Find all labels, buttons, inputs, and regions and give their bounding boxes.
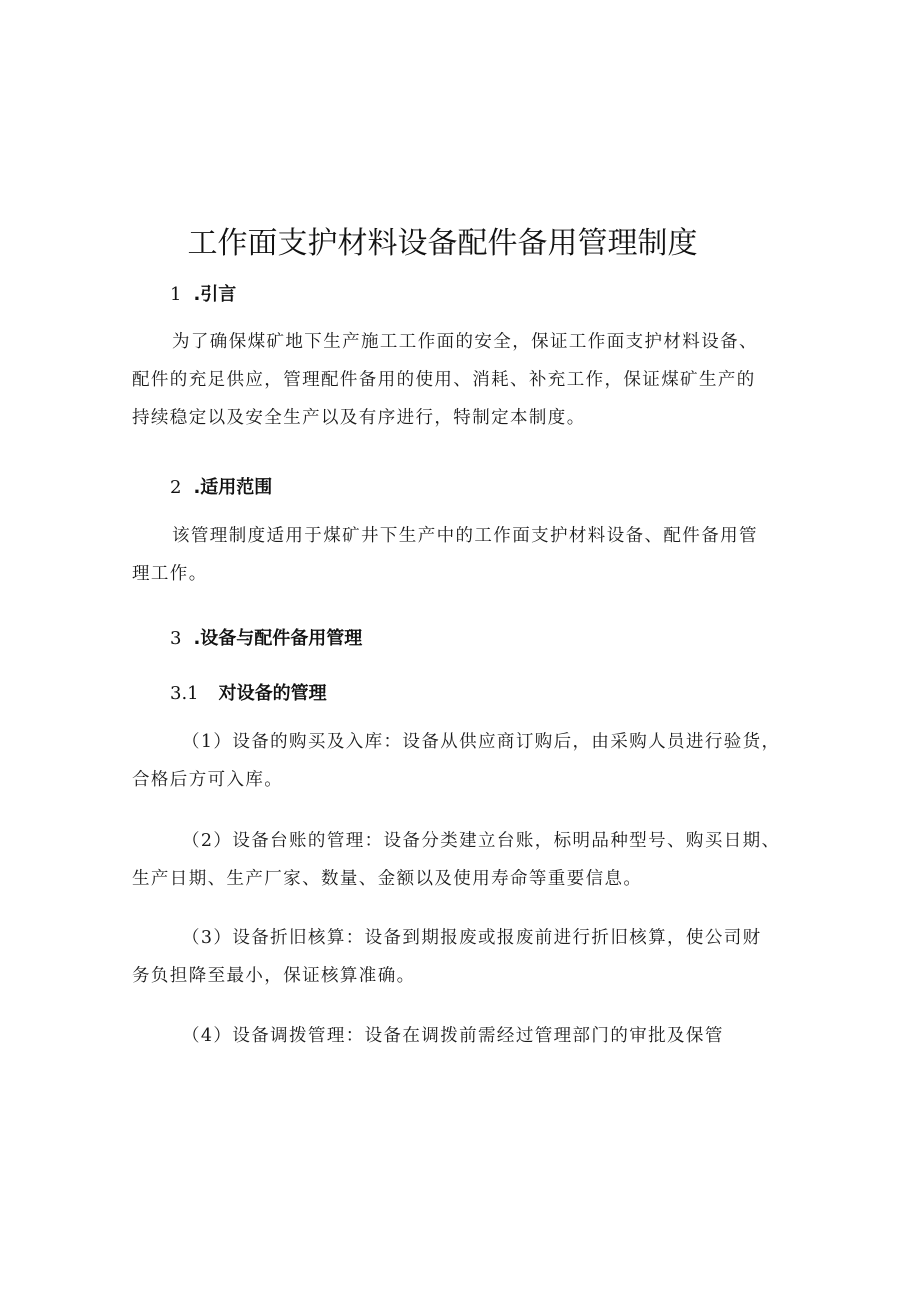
section-heading-scope [170, 473, 272, 499]
section-number: 1 [170, 284, 182, 305]
subsection-title: 对设备的管理 [218, 683, 327, 704]
paragraph-line: 合格后方可入库。 [132, 770, 284, 790]
paragraph-line: （4）设备调拨管理：设备在调拨前需经过管理部门的审批及保管 [182, 1026, 724, 1046]
section-title: .设备与配件备用管理 [193, 628, 363, 649]
section-number: 3 [170, 628, 182, 649]
list-item [132, 919, 812, 995]
list-item [132, 723, 812, 799]
section-number: 2 [170, 477, 182, 498]
subsection-number: 3.1 [170, 683, 199, 704]
paragraph-line: （3）设备折旧核算：设备到期报废或报废前进行折旧核算，使公司财 [182, 928, 762, 948]
paragraph-line: 务负担降至最小，保证核算准确。 [132, 966, 416, 986]
list-item [132, 822, 812, 898]
paragraph-introduction [132, 323, 812, 437]
list-item [132, 1017, 812, 1055]
subsection-heading-equipment-management [170, 679, 327, 705]
paragraph-scope [132, 517, 812, 593]
paragraph-line: 该管理制度适用于煤矿井下生产中的工作面支护材料设备、配件备用管 [172, 526, 758, 546]
section-heading-introduction [170, 280, 236, 306]
paragraph-line: 理工作。 [132, 564, 208, 584]
paragraph-line: 生产日期、生产厂家、数量、金额以及使用寿命等重要信息。 [132, 869, 643, 889]
section-title: .适用范围 [193, 477, 273, 498]
section-title: .引言 [193, 284, 237, 305]
paragraph-line: （2）设备台账的管理：设备分类建立台账，标明品种型号、购买日期、 [182, 831, 781, 851]
paragraph-line: （1）设备的购买及入库：设备从供应商订购后，由采购人员进行验货， [182, 732, 781, 752]
paragraph-line: 持续稳定以及安全生产以及有序进行，特制定本制度。 [132, 408, 586, 428]
paragraph-line: 为了确保煤矿地下生产施工工作面的安全，保证工作面支护材料设备、 [172, 332, 758, 352]
section-heading-equipment [170, 624, 362, 650]
paragraph-line: 配件的充足供应，管理配件备用的使用、消耗、补充工作，保证煤矿生产的 [132, 370, 756, 390]
document-title: 工作面支护材料设备配件备用管理制度 [187, 226, 698, 261]
